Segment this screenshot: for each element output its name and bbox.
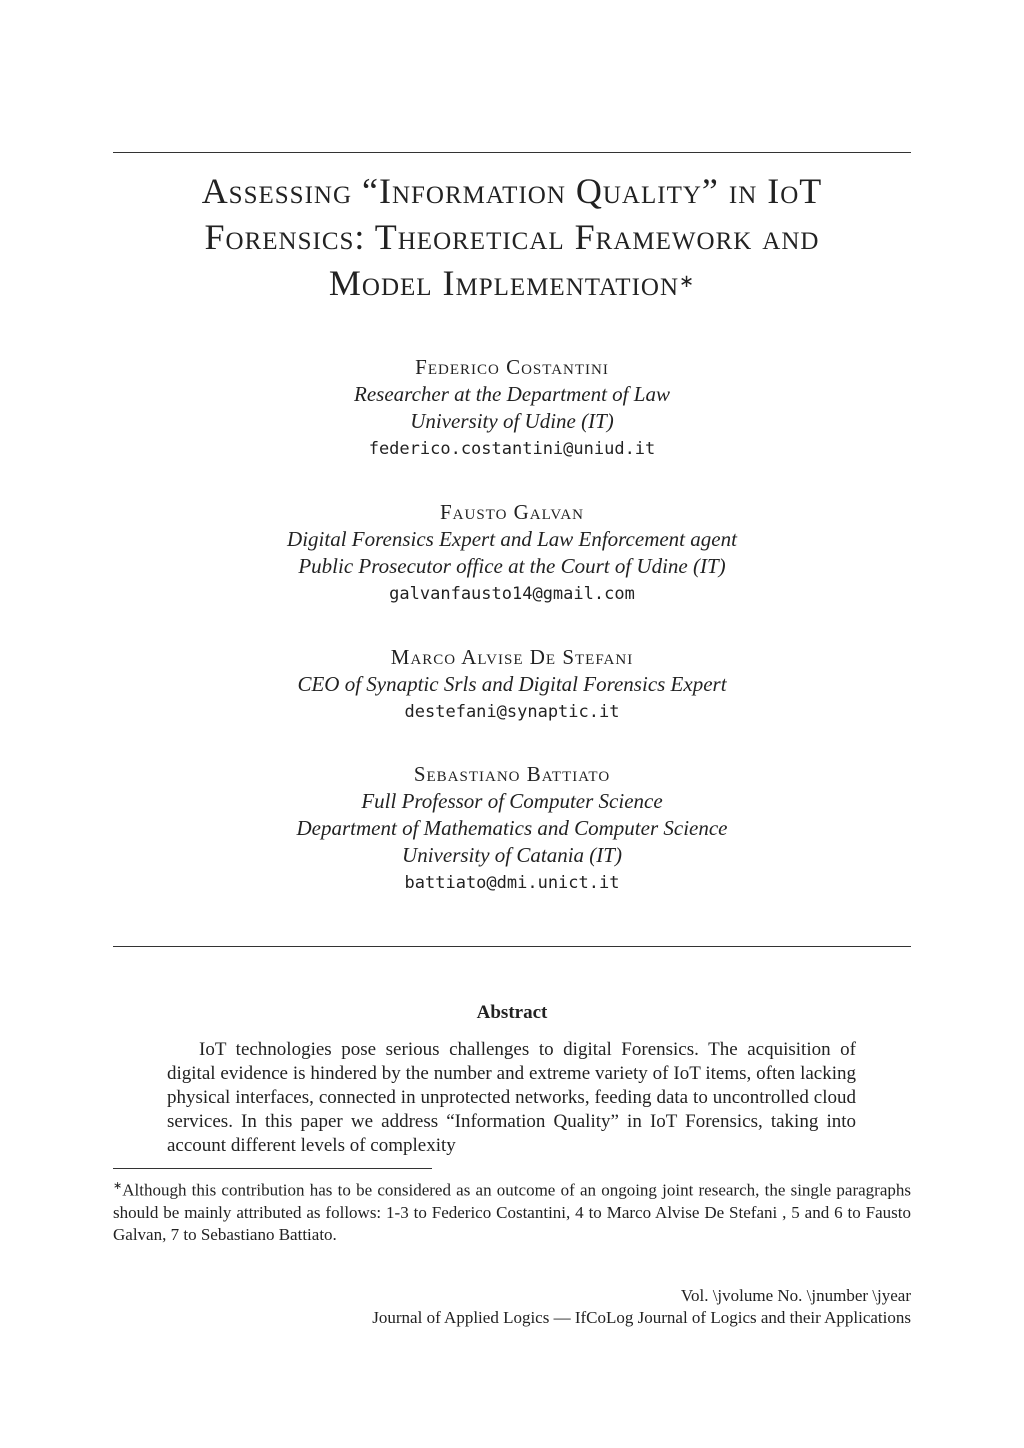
author-email[interactable]: federico.costantini@uniud.it [368,439,656,459]
author-name: Federico Costantini [415,355,609,379]
footnote [113,1175,911,1246]
title-line-1: Assessing “Information Quality” in IoT [201,171,823,211]
title-line-3 [113,260,911,306]
author-affiliation: University of Udine (IT) [410,409,614,433]
footer-volume-line: Vol. \jvolume No. \jnumber \jyear [680,1286,911,1305]
author-email[interactable]: battiato@dmi.unict.it [404,873,620,893]
title-line-3-text: Model Implementation [328,263,680,303]
author-affiliation: CEO of Synaptic Srls and Digital Forensics Expert [297,672,727,696]
author-block-1 [113,354,911,463]
top-rule [113,152,911,153]
title-line-2: Forensics: Theoretical Framework and [204,217,820,257]
author-affiliation: Department of Mathematics and Computer Science [296,816,728,840]
author-block-4 [113,761,911,897]
author-affiliation: University of Catania (IT) [402,843,622,867]
author-name: Sebastiano Battiato [413,762,611,786]
author-affiliation: Digital Forensics Expert and Law Enforcement agent [287,527,737,551]
author-block-3 [113,644,911,726]
author-affiliation: Public Prosecutor office at the Court of Udine (IT) [298,554,726,578]
footnote-text: Although this contribution has to be considered as an outcome of an ongoing joint research, the single paragraphs should be mainly attributed as follows: 1-3 to Federico Costantini, 4 to Marco Alvise De Stefani , 5 and 6 to Fausto Galvan, 7 to Sebastiano Battiato. [113,1180,911,1244]
author-affiliation: Full Professor of Computer Science [361,789,663,813]
footer-journal-line: Journal of Applied Logics — IfCoLog Journal of Logics and their Applications [372,1308,911,1327]
footnote-mark: ∗ [113,1180,123,1192]
abstract-text: IoT technologies pose serious challenges to digital Forensics. The acquisition of digital evidence is hindered by the number and extreme variety of IoT items, often lacking physical interfaces, connected in unprotected networks, feeding data to uncontrolled cloud services. In this paper we address “Information Quality” in IoT Forensics, taking into account different levels of complexity [167,1039,856,1156]
author-name: Marco Alvise De Stefani [390,645,634,669]
author-name: Fausto Galvan [439,500,584,524]
footnote-rule [113,1168,432,1169]
abstract-heading: Abstract [476,1002,548,1023]
bottom-rule [113,946,911,947]
title-footnote-mark: ∗ [679,271,696,291]
paper-title [113,168,911,306]
author-email[interactable]: destefani@synaptic.it [404,702,620,722]
author-email[interactable]: galvanfausto14@gmail.com [389,584,635,604]
author-block-2 [113,499,911,608]
author-affiliation: Researcher at the Department of Law [354,382,670,406]
